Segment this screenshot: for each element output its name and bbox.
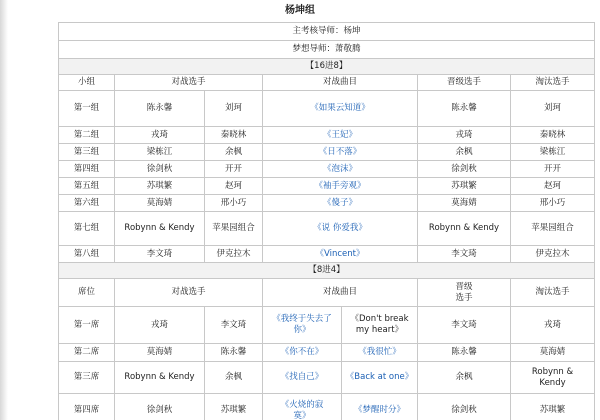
advance-cell: 余枫 [418,362,511,394]
table-row [59,127,595,144]
contestant-cell: 梁栋江 [115,144,205,161]
eliminated-cell [511,362,595,394]
contestant-cell: 刘珂 [205,91,263,127]
header-advance [418,279,511,307]
eliminated-cell: 戎琦 [511,307,595,344]
advance-cell: 徐剑秋 [418,161,511,178]
advance-cell: 徐剑秋 [418,394,511,420]
contestant-cell: 陈永馨 [115,91,205,127]
header-advance: 晋级选手 [418,75,511,91]
seat-cell: 第四席 [59,394,115,420]
group-cell: 第三组 [59,144,115,161]
chief-mentor: 主考核导师：杨坤 [59,23,595,41]
contestant-cell: 李文琦 [115,246,205,263]
contestant-cell: 开开 [205,161,263,178]
table-row [59,362,595,394]
seat-cell: 第一席 [59,307,115,344]
advance-cell: 莫海婧 [418,195,511,212]
mentor-table [58,22,595,420]
contestant-cell: 苏琪繁 [115,178,205,195]
header-song: 对战曲目 [263,279,418,307]
contestant-cell: 苏琪繁 [205,394,263,420]
song-cell [263,195,418,212]
song-link[interactable]: 《傻子》 [322,197,357,208]
dream-mentor: 梦想导师：萧敬腾 [59,41,595,59]
contestant-cell: 莫海婧 [115,195,205,212]
table-row [59,394,595,420]
header-eliminated: 淘汰选手 [511,75,595,91]
table-row [59,344,595,362]
contestant-cell: 徐剑秋 [115,161,205,178]
group-cell: 第四组 [59,161,115,178]
eliminated-cell: 开开 [511,161,595,178]
song-link[interactable]: 《我很忙》 [358,347,401,357]
song-link[interactable]: 《火烧的寂寞》 [280,399,324,420]
song-cell [263,91,418,127]
advance-cell: 陈永馨 [418,344,511,362]
table-row [59,178,595,195]
song-link[interactable]: 《Back at one》 [345,372,414,382]
eliminated-cell: 莫海婧 [511,344,595,362]
advance-cell: 李文琦 [418,246,511,263]
contestant-cell: 伊克拉木 [205,246,263,263]
advance-cell: 余枫 [418,144,511,161]
song-link[interactable]: 《泡沫》 [322,163,357,174]
group-cell: 第六组 [59,195,115,212]
song-cell [263,344,342,362]
song-link[interactable]: 《你不在》 [280,347,324,357]
song-link[interactable]: 《说 你爱我》 [313,223,367,233]
round16-title: 【16进8】 [59,59,595,75]
header-contestants: 对战选手 [115,75,263,91]
contestant-cell: Robynn & Kendy [115,362,205,394]
song-link[interactable]: 《Vincent》 [315,248,365,259]
advance-cell: 陈永馨 [418,91,511,127]
advance-cell: 苏琪繁 [418,178,511,195]
table-row [59,144,595,161]
song-link[interactable]: 《我终于失去了你》 [272,314,332,335]
header-eliminated: 淘汰选手 [511,279,595,307]
song-cell [263,212,418,246]
eliminated-cell: 苹果园组合 [511,212,595,246]
song-cell [263,394,342,420]
table-row [59,307,595,344]
song-cell [342,394,418,420]
song-cell [263,362,342,394]
page-edge-shadow [0,0,8,420]
group-cell: 第五组 [59,178,115,195]
song-link[interactable]: 《如果云知道》 [310,103,370,113]
header-contestants: 对战选手 [115,279,263,307]
eliminated-name: Robynn & Kendy [531,366,574,388]
song-cell [263,127,418,144]
contestant-cell: 陈永馨 [205,344,263,362]
eliminated-cell: 刘珂 [511,91,595,127]
eliminated-cell: 邢小巧 [511,195,595,212]
eliminated-cell: 赵珂 [511,178,595,195]
contestant-cell: 徐剑秋 [115,394,205,420]
song-link[interactable]: 《袖手旁观》 [314,180,366,191]
contestant-name: 苹果园组合 [212,223,255,233]
contestant-cell: 邢小巧 [205,195,263,212]
seat-cell: 第二席 [59,344,115,362]
group-cell: 第二组 [59,127,115,144]
contestant-cell: 莫海婧 [115,344,205,362]
table-row [59,161,595,178]
eliminated-cell: 秦晓林 [511,127,595,144]
advance-cell: 李文琦 [418,307,511,344]
header-seat: 席位 [59,279,115,307]
eliminated-cell: 梁栋江 [511,144,595,161]
table-row [59,91,595,127]
header-song: 对战曲目 [263,75,418,91]
group-cell: 第一组 [59,91,115,127]
eliminated-cell: 伊克拉木 [511,246,595,263]
advance-cell: Robynn & Kendy [418,212,511,246]
contestant-cell [205,212,263,246]
song-title: 《Don't break my heart》 [350,314,409,335]
header-advance-label: 晋级选手 [455,281,473,303]
eliminated-cell: 苏琪繁 [511,394,595,420]
song-link[interactable]: 《梦醒时分》 [353,405,405,415]
group-cell: 第七组 [59,212,115,246]
song-cell [342,307,418,344]
table-row [59,195,595,212]
seat-cell: 第三席 [59,362,115,394]
song-link[interactable]: 《找自己》 [280,372,324,382]
round8-header-row [59,279,595,307]
song-cell [263,161,418,178]
contestant-cell: Robynn & Kendy [115,212,205,246]
page-title: 杨坤组 [285,5,315,16]
group-cell: 第八组 [59,246,115,263]
contestant-cell: 余枫 [205,144,263,161]
contestant-cell: 赵珂 [205,178,263,195]
song-link[interactable]: 《日不落》 [318,146,362,157]
contestant-cell: 余枫 [205,362,263,394]
contestant-cell: 戎琦 [115,127,205,144]
song-cell [342,362,418,394]
table-row [59,246,595,263]
contestant-cell: 戎琦 [115,307,205,344]
song-cell [263,178,418,195]
advance-cell: 戎琦 [418,127,511,144]
round8-title: 【8进4】 [59,263,595,279]
song-cell [263,144,418,161]
song-link[interactable]: 《王妃》 [322,129,357,140]
song-cell [263,246,418,263]
contestant-cell: 秦晓林 [205,127,263,144]
contestant-cell: 李文琦 [205,307,263,344]
table-row [59,212,595,246]
round16-header-row [59,75,595,91]
song-cell [263,307,342,344]
song-cell [342,344,418,362]
header-group: 小组 [59,75,115,91]
